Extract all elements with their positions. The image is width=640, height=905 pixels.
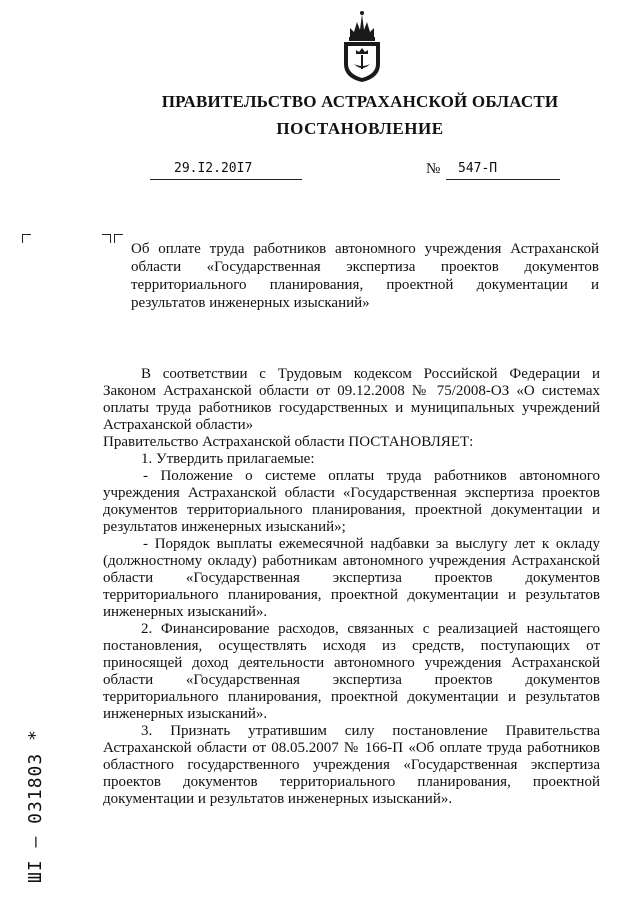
corner-mark-left (22, 234, 31, 243)
item-2-paragraph: 2. Финансирование расходов, связанных с реализацией настоящего постановления, осуществлять исходя из средств, поступающих от приносящей доход деятельности автономного учреждения Астраханской области «Государственная экспертиза проектов документов территориального планирования, проектной документации и результатов инженерных изысканий». (103, 621, 600, 722)
decree-paragraph: Правительство Астраханской области ПОСТАНОВЛЯЕТ: (103, 434, 474, 450)
document-type: ПОСТАНОВЛЕНИЕ (276, 119, 444, 138)
item-1-sub-1-paragraph: - Положение о системе оплаты труда работников автономного учреждения Астраханской области «Государственная экспертиза проектов документов территориального планирования, проектной документации и результатов инженерных изысканий»; (103, 468, 600, 535)
preamble-paragraph: В соответствии с Трудовым кодексом Российской Федерации и Законом Астраханской области от 09.12.2008 № 75/2008-ОЗ «О системах оплаты труда работников государственных и муниципальных учреждений Астраханской области» (103, 366, 600, 433)
document-number: 547-П (446, 160, 560, 180)
government-title: ПРАВИТЕЛЬСТВО АСТРАХАНСКОЙ ОБЛАСТИ (161, 92, 559, 111)
corner-mark-right-b (114, 234, 123, 243)
item-1-sub-2-paragraph: - Порядок выплаты ежемесячной надбавки за выслугу лет к окладу (должностному окладу) работникам автономного учреждения Астраханской области «Государственная экспертиза проектов документов территориального планирования, проектной документации и результатов инженерных изысканий». (103, 536, 600, 620)
serial-number-mark: ШI – 031803 * (25, 729, 46, 883)
document-date: 29.I2.20I7 (150, 160, 302, 180)
item-1-paragraph: 1. Утвердить прилагаемые: (141, 451, 315, 467)
coat-of-arms-emblem (336, 8, 388, 84)
document-body (103, 366, 600, 808)
corner-mark-right-a (102, 234, 111, 243)
number-sign: № (426, 161, 441, 177)
item-3-paragraph: 3. Признать утратившим силу постановление Правительства Астраханской области от 08.05.2007 № 166-П «Об оплате труда работников областного государственного учреждения «Государственная экспертиза проектов документов территориального планирования, проектной документации и результатов инженерных изысканий». (103, 723, 600, 807)
document-subject: Об оплате труда работников автономного учреждения Астраханской области «Государственная экспертиза проектов документов территориального планирования, проектной документации и результатов инженерных изысканий» (131, 241, 599, 311)
